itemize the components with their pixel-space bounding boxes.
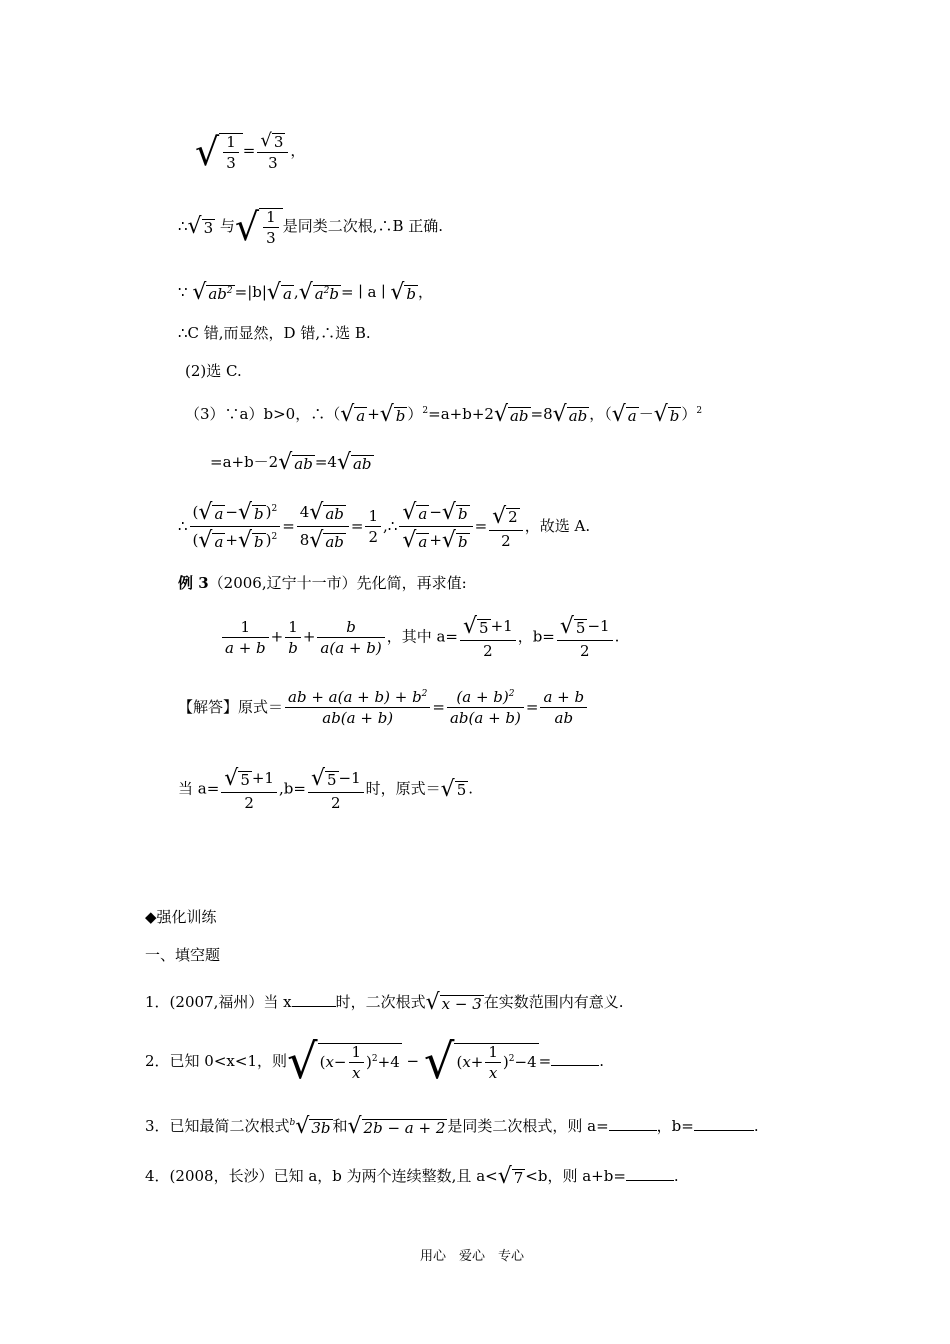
line2-suffix: 是同类二次根,∴B 正确. — [282, 217, 444, 235]
eq-line-6: （3）∵a）b>0，∴（√ a +√ b ）$^2$=a+b+2√ ab =8√ ab ，（√ a －√ b ）$^2$ — [185, 402, 703, 427]
q3-blank-b[interactable] — [694, 1118, 754, 1131]
therefore-symbol: ∴ — [178, 217, 188, 235]
because-symbol: ∵ — [178, 283, 188, 301]
example3-text: （2006,辽宁十一市）先化简，再求值: — [208, 574, 467, 592]
final-line: 当 a= $\frac{√ 5 +1}{2}$ ,b= $\frac{√ 5 -1}{2}$ 时，原式＝√ 5 . — [178, 766, 474, 812]
page-footer: 用心 爱心 专心 — [420, 1249, 525, 1264]
section-title: ◆强化训练 — [145, 908, 217, 926]
question-3: 3．已知最简二次根式$^b$√ 3b 和√ 2b − a + 2 是同类二次根式，则 a= ，b= . — [145, 1114, 759, 1139]
eq-line-1: √ $\frac{1}{3}$ = $\frac{√ 3}{3}$ ， — [195, 129, 306, 174]
question-2: 2．已知 0<x<1，则√ (x− $\frac{1}{x}$ )$^2$+4 − √ (x+ $\frac{1}{x}$ )$^2$−4 = . — [145, 1034, 604, 1090]
example3-expression: $\frac{1}{a + b}$ + $\frac{1}{b}$ + $\frac{b}{a(a + b)}$ ，其中 a= $\frac{√ 5 +1}{2}$ ，b= $\frac{√ 5 -1}{2}$ . — [220, 616, 619, 659]
solution-line: 【解答】原式＝ $\frac{ab + a(a + b) + b^2}{ab(a + b)}$ = $\frac{(a + b)^2}{ab(a + b)}$ = $\frac{a + b}{ab}$ — [178, 690, 589, 726]
abs-a: = ∣ a ∣ — [341, 283, 386, 301]
subsection-title: 一、填空题 — [145, 946, 221, 964]
eq-line-4: ∴C 错,而显然，D 错,∴选 B. — [178, 324, 371, 342]
eq-line-7: =a+b－2√ ab =4√ ab — [210, 450, 372, 475]
question-4: 4．(2008，长沙）已知 a，b 为两个连续整数,且 a<√ 7 <b，则 a+b= . — [145, 1164, 679, 1189]
eq-line-5: (2)选 C. — [185, 362, 242, 380]
example3-heading — [178, 576, 467, 591]
line2-mid: 与 — [219, 217, 235, 235]
q1-blank[interactable] — [292, 994, 336, 1007]
line1-suffix: ， — [290, 141, 306, 160]
question-1: 1．(2007,福州）当 x 时，二次根式√ x − 3 在实数范围内有意义. — [145, 990, 624, 1015]
q4-blank[interactable] — [626, 1168, 674, 1181]
sqrt-one-third: √ $\frac{1}{3}$ — [195, 133, 243, 171]
q3-blank-a[interactable] — [609, 1118, 657, 1131]
abs-b: =|b| — [234, 283, 267, 301]
eq-line-2: ∴√ 3 与√ $\frac{1}{3}$ 是同类二次根,∴B 正确. — [178, 205, 444, 249]
example3-label: 例 3 — [178, 574, 209, 592]
eq-line-3: ∵ √ $ab^2 =|b|√$ a ,√ $a^2b$ = ∣ a ∣ √ b ， — [178, 280, 433, 305]
q2-blank[interactable] — [551, 1053, 599, 1066]
eq-line-8: ∴ $\frac{(√ a -√ b )^2}{(√ a +√ b )^2}$ = $\frac{4√ ab}{8√ ab}$ = $\frac{1}{2}$ ,∴ $\frac{√ a -√ b}{√ a +√ b}$ = $\frac{√ 2}{2}$ ，故选 A. — [178, 500, 591, 553]
